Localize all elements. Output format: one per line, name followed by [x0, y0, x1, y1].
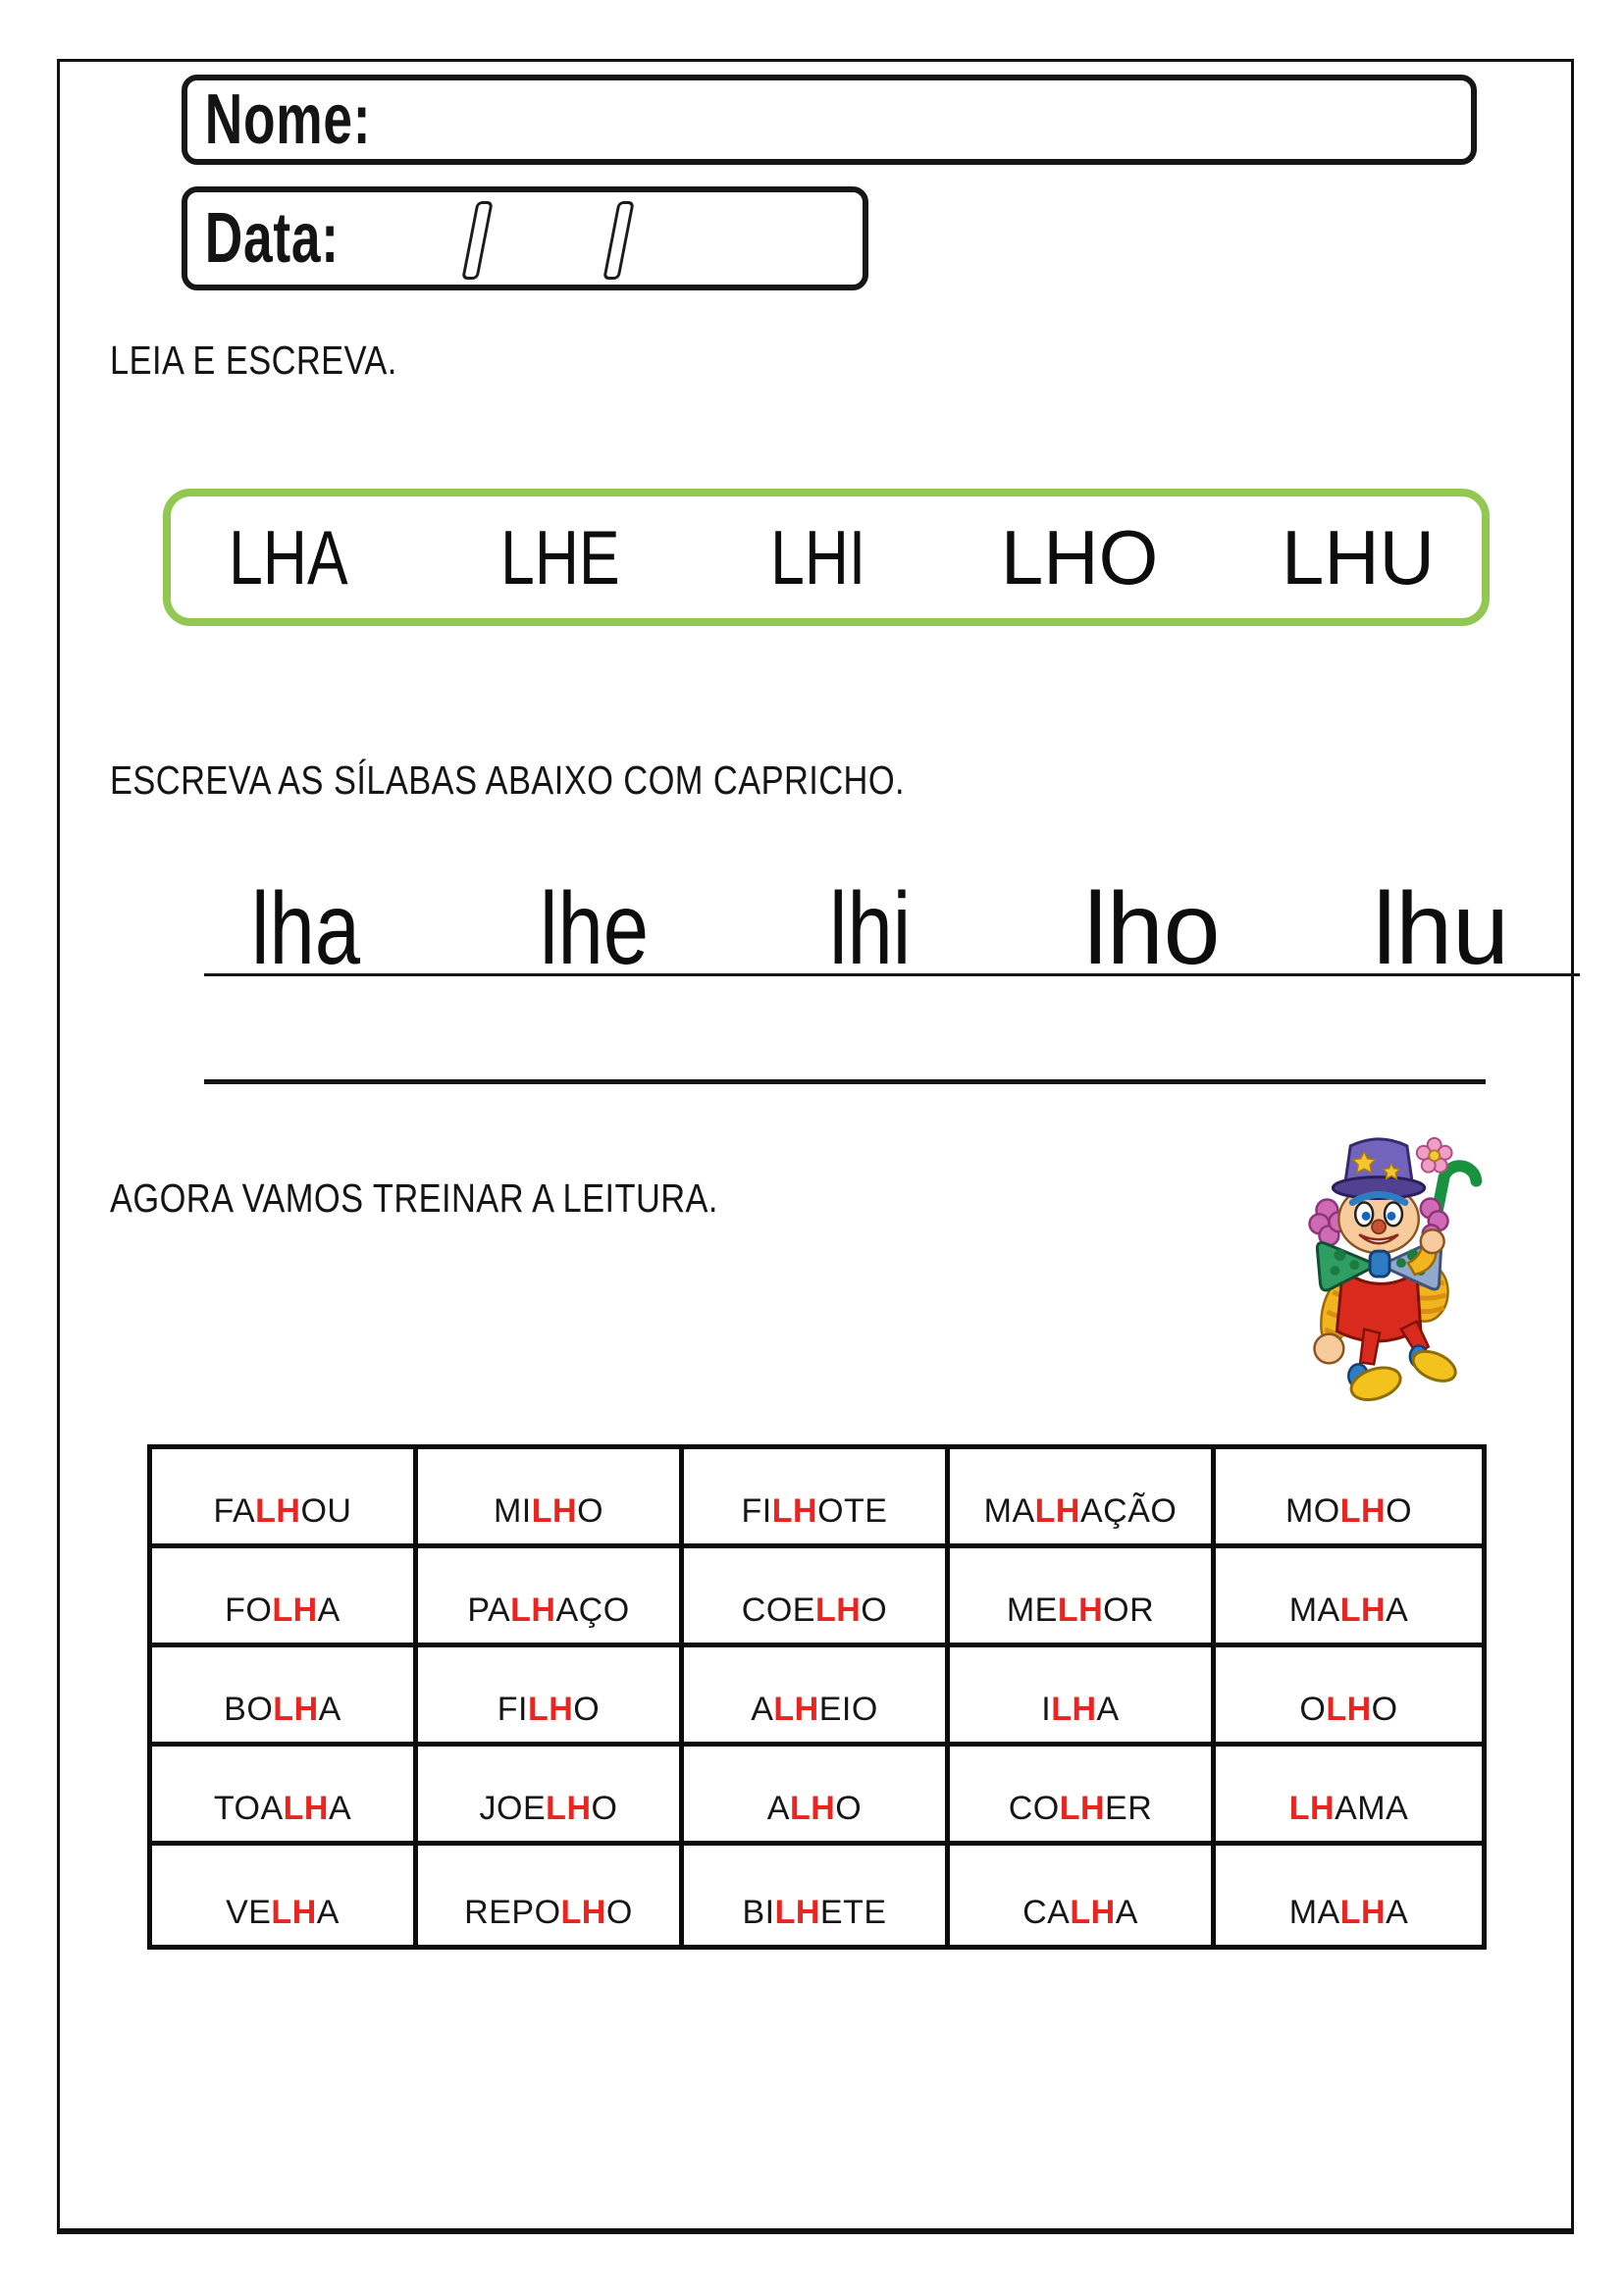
highlight-letters: LH [1070, 1894, 1116, 1931]
highlight-letters: LH [1339, 1894, 1387, 1931]
syllable-uppercase: LHA [229, 513, 348, 600]
highlight-letters: LH [774, 1894, 820, 1931]
highlight-letters: LH [271, 1894, 317, 1931]
word-cell: VE LH A [152, 1846, 418, 1945]
flower [1417, 1138, 1452, 1173]
highlight-letters: LH [1339, 1492, 1387, 1530]
highlight-letters: LH [1051, 1691, 1097, 1728]
instruction-write-neatly: ESCREVA AS SÍLABAS ABAIXO COM CAPRICHO. [110, 757, 906, 803]
word-cell: COE LH O [684, 1548, 950, 1647]
highlight-letters: LH [546, 1790, 592, 1827]
word-cell: A LH O [684, 1747, 950, 1846]
word-cell: JOE LH O [418, 1747, 684, 1846]
date-label: Data: [204, 199, 340, 278]
word-cell: PA LH AÇO [418, 1548, 684, 1647]
word-cell: REPO LH O [418, 1846, 684, 1945]
highlight-letters: LH [1288, 1790, 1336, 1827]
word-cell: MA LH A [1288, 1894, 1409, 1931]
name-field[interactable] [182, 75, 1477, 165]
highlight-letters: LH [773, 1691, 819, 1728]
syllable-lowercase: lhe [540, 871, 650, 986]
word-cell: A LH EIO [684, 1647, 950, 1747]
handwriting-line-2[interactable] [204, 1079, 1486, 1084]
word-cell: LH AMA [1216, 1747, 1482, 1846]
word-table [147, 1444, 1487, 1950]
word-cell: MI LH O [418, 1449, 684, 1548]
date-field[interactable] [182, 186, 868, 290]
highlight-letters: LH [1326, 1691, 1372, 1728]
syllable-lowercase: lhi [828, 871, 912, 986]
syllable-lowercase: lha [251, 871, 361, 986]
instruction-read-write: LEIA E ESCREVA. [110, 338, 397, 383]
highlight-letters: LH [527, 1691, 574, 1728]
highlight-letters: LH [272, 1592, 318, 1629]
clown-illustration [1283, 1126, 1493, 1419]
word-cell: TOA LH A [152, 1747, 418, 1846]
word-cell: CA LH A [950, 1846, 1216, 1945]
syllable-uppercase: LHI [769, 513, 866, 600]
highlight-letters: LH [255, 1492, 301, 1530]
word-cell: MA LH AÇÃO [950, 1449, 1216, 1548]
syllable-uppercase: LHE [500, 513, 620, 600]
word-cell: FA LH OU [152, 1449, 418, 1548]
word-cell: FI LH OTE [684, 1449, 950, 1548]
word-cell: FI LH O [418, 1647, 684, 1747]
highlight-letters: LH [1059, 1790, 1106, 1827]
highlight-letters: LH [814, 1592, 862, 1629]
word-cell: MO LH O [1216, 1449, 1482, 1548]
syllable-lowercase: lhu [1373, 871, 1509, 986]
bow-knot [1370, 1251, 1389, 1277]
handwriting-line-1[interactable] [204, 869, 1580, 986]
highlight-letters: LH [789, 1790, 836, 1827]
syllable-uppercase: LHU [1281, 513, 1435, 600]
word-cell: MA LH A [1216, 1548, 1482, 1647]
word-cell: BO LH A [152, 1647, 418, 1747]
word-cell: I LH A [950, 1647, 1216, 1747]
highlight-letters: LH [273, 1691, 319, 1728]
highlight-letters: LH [1034, 1492, 1080, 1530]
instruction-train-reading: AGORA VAMOS TREINAR A LEITURA. [110, 1175, 718, 1221]
word-cell: CO LH ER [950, 1747, 1216, 1846]
date-slash [461, 201, 494, 280]
word-cell: FO LH A [152, 1548, 418, 1647]
highlight-letters: LH [531, 1492, 578, 1530]
highlight-letters: LH [1339, 1592, 1387, 1629]
syllable-lowercase: lho [1083, 871, 1221, 986]
nose [1372, 1220, 1386, 1233]
highlight-letters: LH [283, 1790, 329, 1827]
syllable-uppercase: LHO [1000, 513, 1159, 600]
right-hand [1421, 1229, 1444, 1253]
highlight-letters: LH [1057, 1592, 1104, 1629]
highlight-letters: LH [771, 1492, 818, 1530]
word-cell: BI LH ETE [684, 1846, 950, 1945]
word-cell: O LH O [1216, 1647, 1482, 1747]
highlight-letters: LH [560, 1894, 606, 1931]
left-hand [1315, 1334, 1344, 1364]
word-cell: ME LH OR [950, 1548, 1216, 1647]
syllable-box [163, 489, 1490, 626]
name-label: Nome: [204, 80, 372, 159]
highlight-letters: LH [510, 1592, 556, 1629]
date-slash [602, 201, 635, 280]
